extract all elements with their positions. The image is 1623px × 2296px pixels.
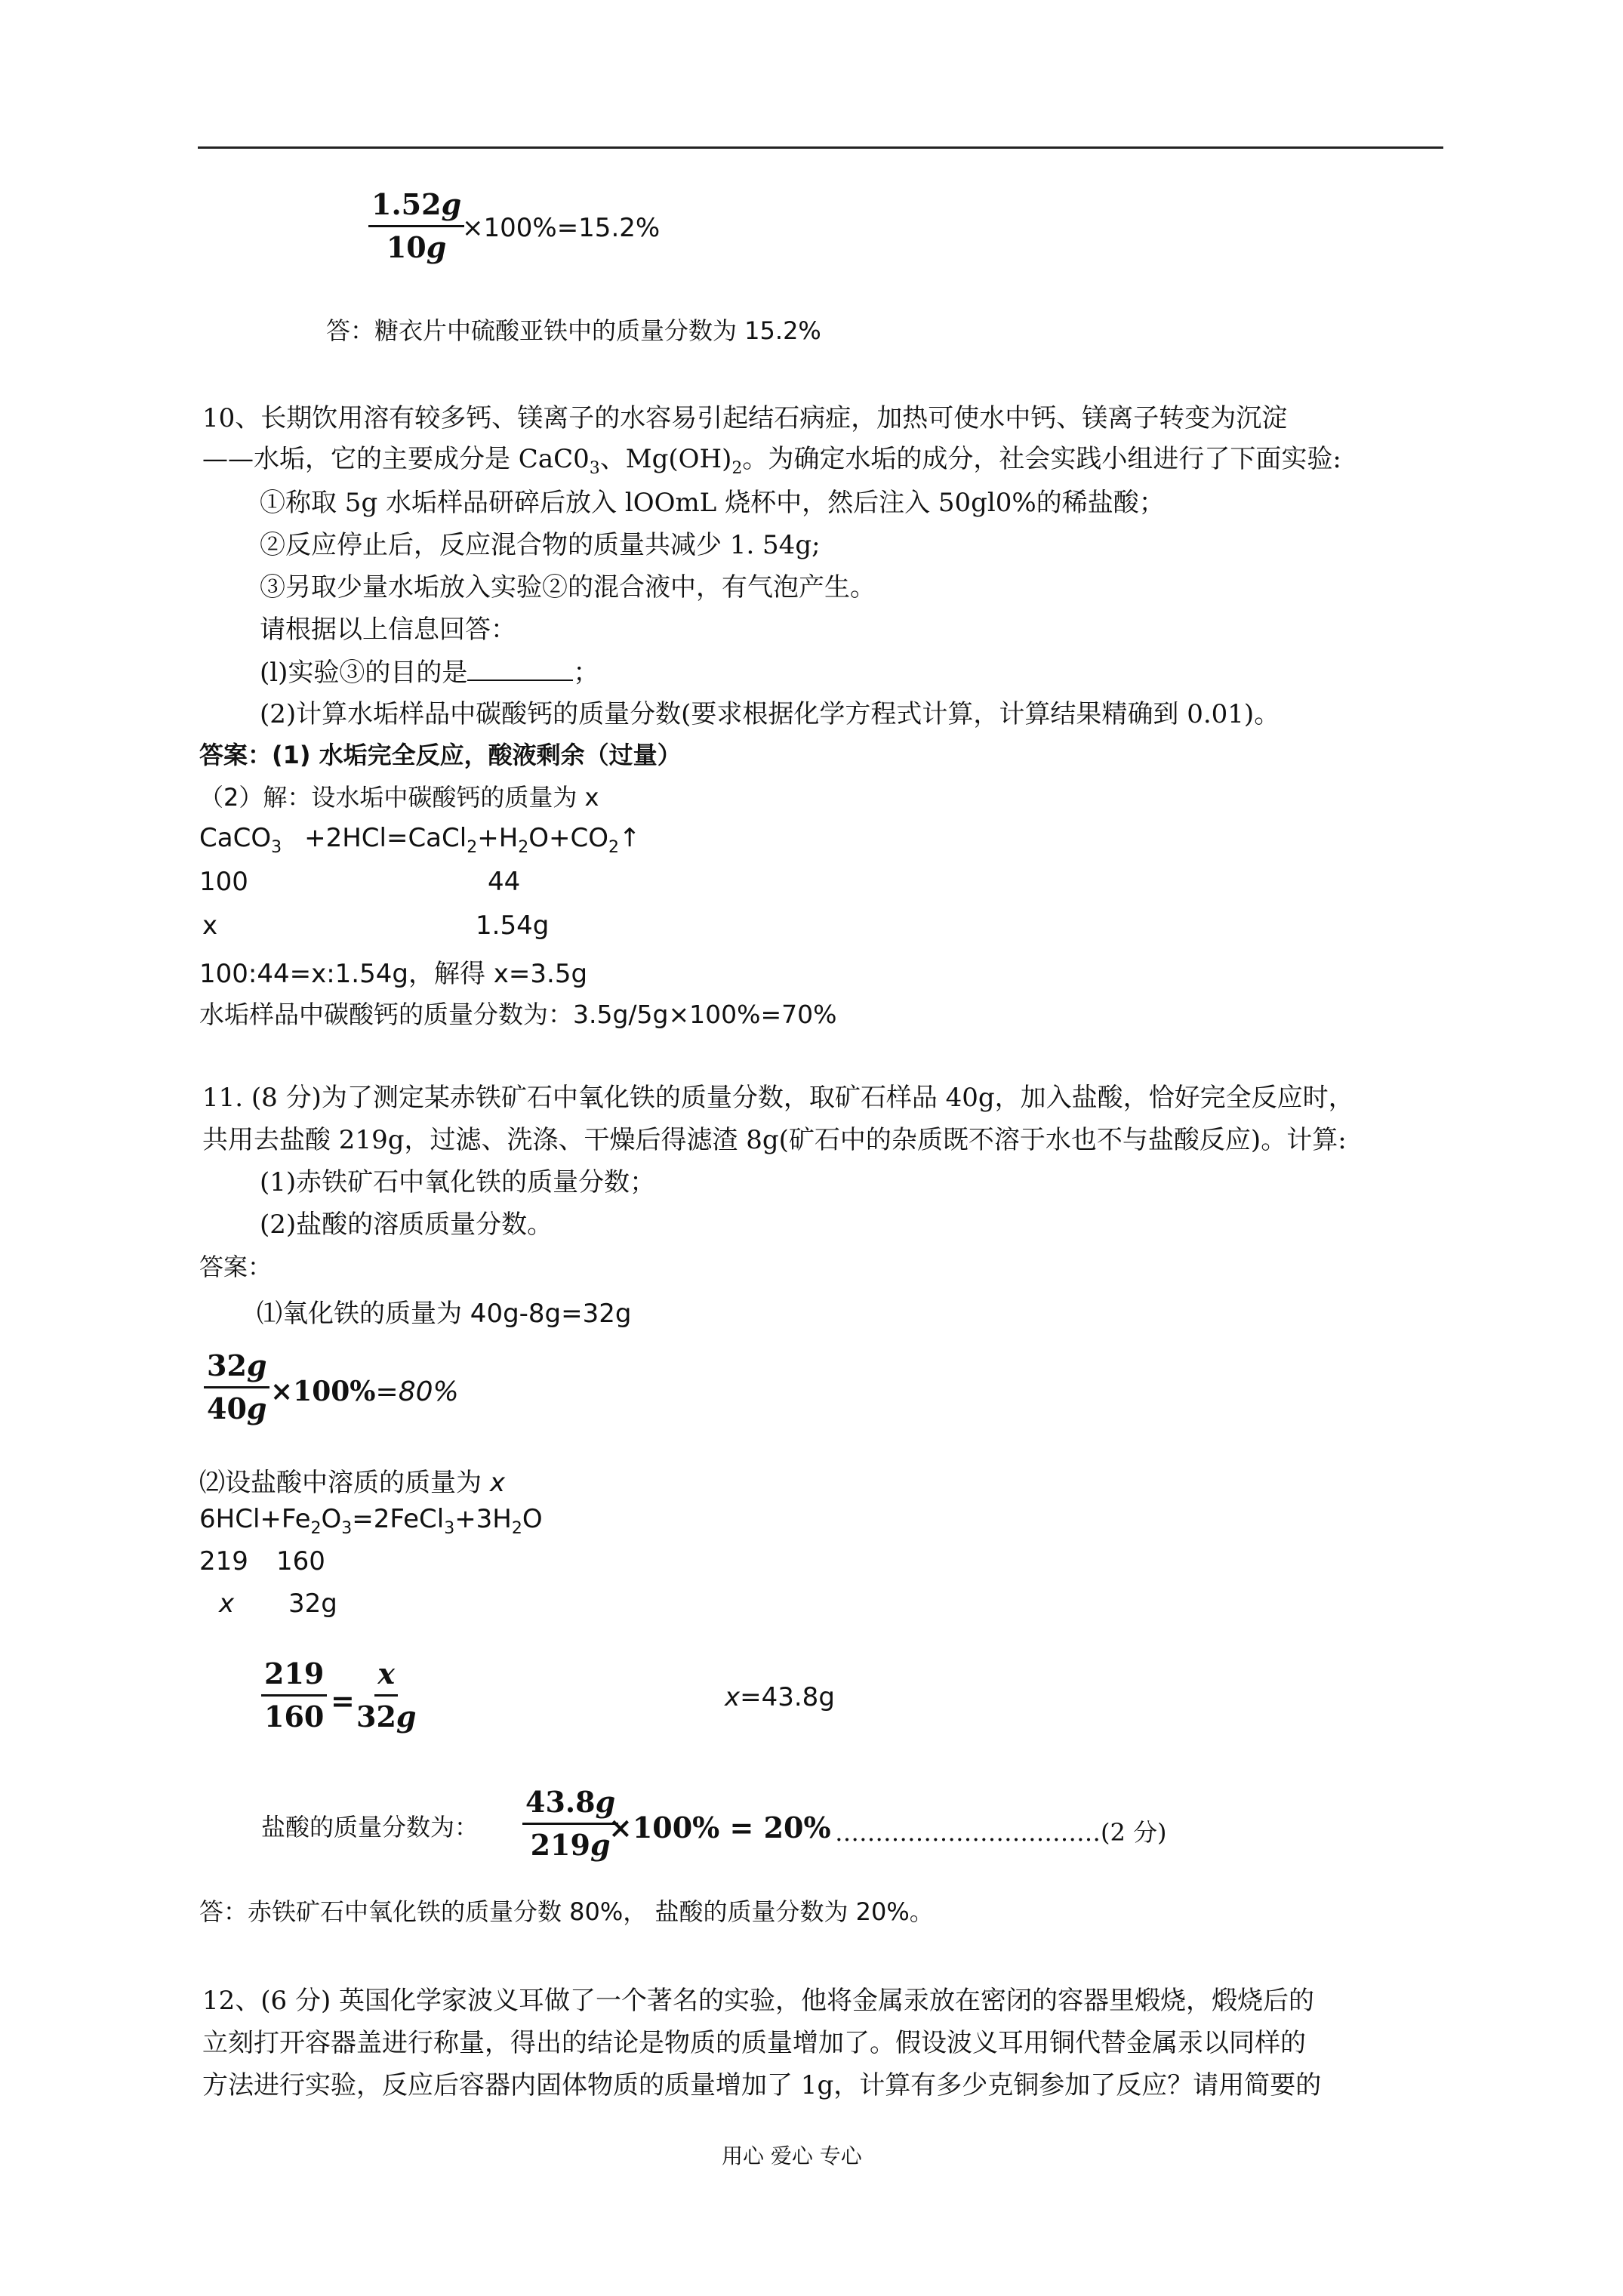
q10-equation: CaCO$_3$ $+2HCl=CaCl_2+H_2O+CO_2↑$	[199, 823, 641, 857]
q11-answer-label: 答案：	[199, 1253, 273, 1281]
q10-answer-line2: （2）解：设水垢中碳酸钙的质量为 x	[199, 783, 599, 812]
q10-ratio-row1-a: 100	[199, 867, 248, 897]
q11-pct-label: 盐酸的质量分数为：	[261, 1813, 479, 1841]
q10-answer-line1: 答案：(1) 水垢完全反应，酸液剩余（过量）	[199, 741, 682, 769]
fraction-20pct: $\frac{43.8g}{219g}$	[522, 1786, 618, 1861]
q11-line1: 11. (8 分)为了测定某赤铁矿石中氧化铁的质量分数，取矿石样品 40g，加入盐酸，恰好完全反应时，	[202, 1083, 1354, 1113]
q10-ratio-row2-a: x	[202, 911, 218, 941]
q12-line3: 方法进行实验，反应后容器内固体物质的质量增加了 1g，计算有多少克铜参加了反应？请用简要的	[202, 2070, 1322, 2100]
header-rule	[198, 146, 1443, 149]
q10-sub1: (l)实验③的目的是 ；	[260, 658, 599, 688]
q11-equation: $6HCl+Fe_2O_3=2FeCl_3+3H_2O$	[199, 1504, 543, 1538]
fraction-x-32g: $\frac{x}{32g}$	[356, 1657, 417, 1734]
q10-result: 水垢样品中碳酸钙的质量分数为：3.5g/5g×100%=70%	[199, 1000, 837, 1029]
q10-sub2: (2)计算水垢样品中碳酸钙的质量分数(要求根据化学方程式计算，计算结果精确到 0.01)。	[260, 699, 1280, 729]
fraction-219-160: $\frac{219}{160}$	[261, 1658, 327, 1733]
q10-line1: 10、长期饮用溶有较多钙、镁离子的水容易引起结石病症，加热可使水中钙、镁离子转变为沉淀	[202, 403, 1288, 433]
page-footer: 用心 爱心 专心	[722, 2143, 862, 2168]
q9-answer: 答：糖衣片中硫酸亚铁中的质量分数为 15.2%	[326, 316, 821, 345]
q11-ratio-row1-a: 219	[199, 1546, 248, 1576]
q10-ratio: 100:44=x:1.54g，解得 x=3.5g	[199, 959, 588, 989]
q11-line2: 共用去盐酸 219g，过滤、洗涤、干燥后得滤渣 8g(矿石中的杂质既不溶于水也不与盐酸反应)。计算:	[202, 1125, 1347, 1155]
equals-sign: =	[331, 1684, 355, 1718]
fraction-80pct-result: ×100%=80%	[270, 1376, 459, 1407]
q11-sub2: (2)盐酸的溶质质量分数。	[260, 1210, 553, 1240]
fraction-20pct-result: ×100% = 20%	[608, 1811, 831, 1845]
q10-step3: ③另取少量水垢放入实验②的混合液中，有气泡产生。	[260, 572, 876, 603]
q11-answer-step1: ⑴氧化铁的质量为 40g-8g=32g	[257, 1299, 632, 1329]
q10-step2: ②反应停止后，反应混合物的质量共减少 1. 54g;	[260, 530, 821, 560]
q11-ratio-row2-a: x	[219, 1589, 235, 1619]
fraction-80pct: $\frac{32g}{40g}$	[204, 1350, 269, 1425]
q11-ratio-row1-b: 160	[276, 1546, 325, 1576]
q11-x-result: x=43.8g	[725, 1682, 835, 1712]
score-dots: ……………………………(2 分)	[835, 1818, 1167, 1847]
q11-sub1: (1)赤铁矿石中氧化铁的质量分数；	[260, 1167, 656, 1197]
q11-answer-step2: ⑵设盐酸中溶质的质量为 x	[199, 1468, 505, 1498]
q10-prompt: 请根据以上信息回答：	[260, 615, 516, 645]
fraction-top-result: ×100%=15.2%	[462, 213, 661, 243]
q11-final-answer: 答：赤铁矿石中氧化铁的质量分数 80%， 盐酸的质量分数为 20%。	[199, 1897, 934, 1926]
q12-line1: 12、(6 分) 英国化学家波义耳做了一个著名的实验，他将金属汞放在密闭的容器里煅烧，煅烧后的	[202, 1986, 1315, 2016]
q11-ratio-row2-b: 32g	[288, 1589, 337, 1619]
q10-ratio-row1-b: 44	[488, 867, 521, 897]
q10-ratio-row2-b: 1.54g	[476, 911, 550, 941]
q12-line2: 立刻打开容器盖进行称量，得出的结论是物质的质量增加了。假设波义耳用铜代替金属汞以同样的	[202, 2028, 1306, 2058]
answer-blank[interactable]	[467, 657, 573, 681]
fraction-top: $\frac{1.52g}{10g}$	[368, 189, 464, 264]
q10-line2: ——水垢，它的主要成分是 $CaC0_3$、$Mg(OH)_2$。为确定水垢的成分，社会实践小组进行了下面实验:	[202, 444, 1341, 478]
q10-step1: ①称取 5g 水垢样品研碎后放入 lOOmL 烧杯中，然后注入 50gl0%的稀盐酸；	[260, 488, 1165, 518]
